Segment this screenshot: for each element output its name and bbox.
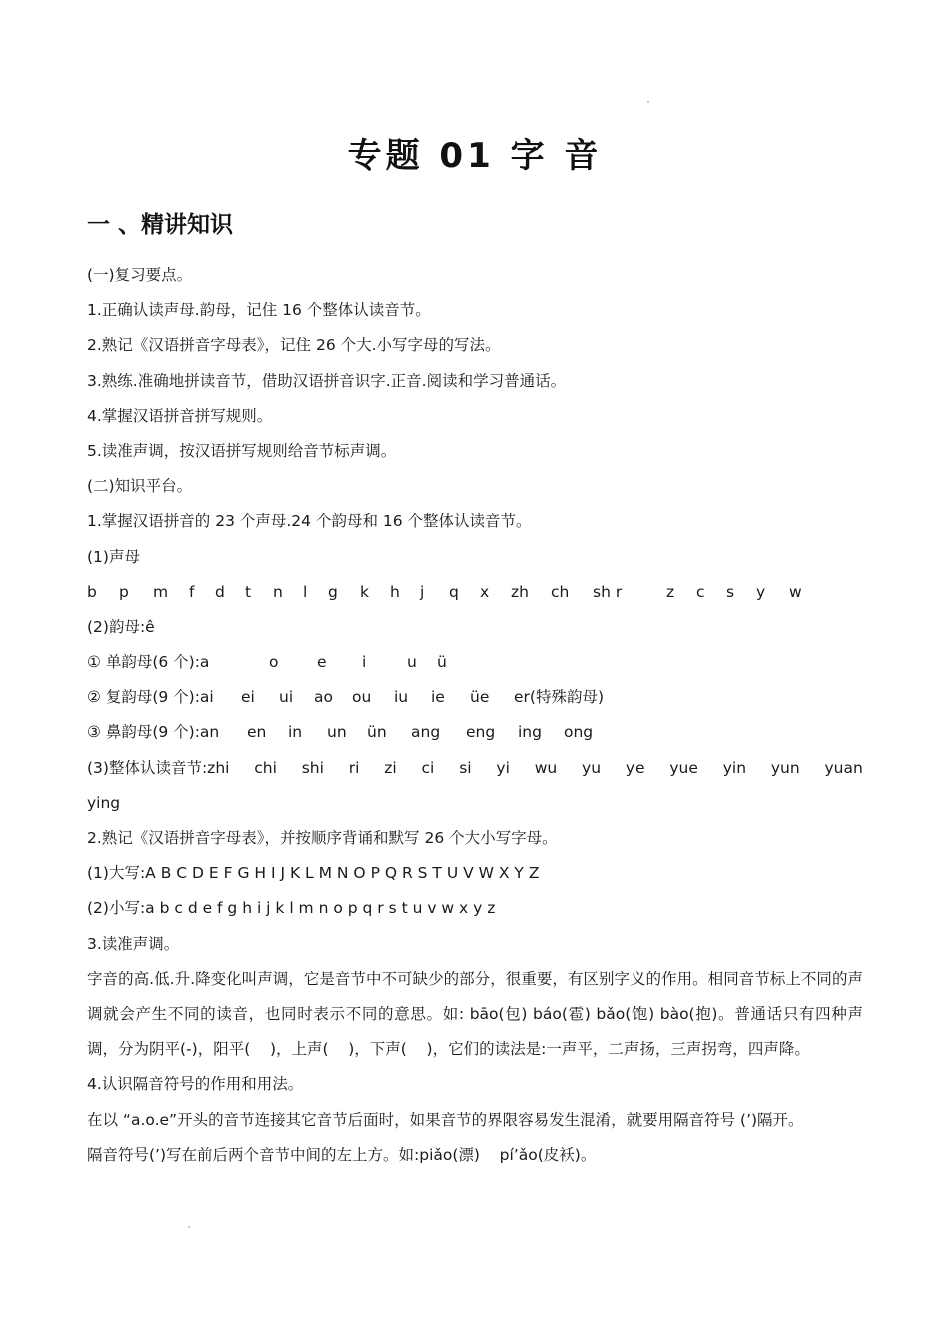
knowledge-point-2: 2.熟记《汉语拼音字母表》，并按顺序背诵和默写 26 个大小写字母。 [87, 829, 558, 847]
whole-syllable: zi [384, 758, 397, 777]
review-item: 1.正确认读声母.韵母，记住 16 个整体认读音节。 [87, 301, 431, 320]
tone-paragraph: 字音的高.低.升.降变化叫声调，它是音节中不可缺少的部分，很重要，有区别字义的作用。相同音节标上不同的声调就会产生不同的读音，也同时表示不同的意思。如: bāo(包) báo(雹) bǎo(饱) bào(抱)。普通话只有四种声调，分为阴平(-)，阳平( )，上声( )，下声( )，它们的读法是:一声平，二声扬，三声拐弯，四声降。 [87, 969, 863, 1059]
whole-syllable: ye [625, 758, 645, 777]
initial: d [215, 582, 225, 601]
simple-final: u [407, 653, 417, 672]
nasal-final: ang [411, 723, 441, 742]
whole-syllable: yin [722, 758, 747, 777]
compound-final: er(特殊韵母) [514, 688, 605, 707]
lowercase-alphabet: (2)小写:a b c d e f g h i j k l m n o p q r s t u v w x y z [87, 899, 496, 918]
whole-syllable: ri [348, 758, 360, 777]
whole-syllable: ci [421, 758, 435, 777]
whole-syllable: yi [496, 758, 510, 777]
nasal-final: ing [518, 723, 542, 742]
nasal-final: un [327, 723, 347, 742]
initial: zh [511, 582, 529, 601]
scan-speck [188, 1226, 190, 1228]
scan-speck [647, 101, 649, 103]
whole-syllable: chi [254, 758, 277, 777]
nasal-final: ün [367, 723, 387, 742]
whole-syllable-last: ying [87, 793, 121, 812]
part2-heading: (二)知识平台。 [87, 477, 193, 496]
nasal-final: en [247, 723, 267, 742]
whole-syllable: yue [669, 758, 698, 777]
initial: w [789, 582, 802, 601]
review-item: 3.熟练.准确地拼读音节，借助汉语拼音识字.正音.阅读和学习普通话。 [87, 371, 567, 390]
whole-syllable: yun [770, 758, 800, 777]
initial: l [303, 582, 308, 601]
whole-syllable: yuan [824, 758, 863, 777]
finals-label: (2)韵母:ê [87, 617, 155, 636]
initial: c [696, 582, 705, 601]
review-item: 2.熟记《汉语拼音字母表》，记住 26 个大.小写字母的写法。 [87, 336, 501, 355]
compound-finals-row [87, 680, 863, 715]
uppercase-alphabet: (1)大写:A B C D E F G H I J K L M N O P Q R S T U V W X Y Z [87, 864, 540, 883]
simple-final: e [317, 653, 327, 672]
initial: b [87, 582, 97, 601]
simple-finals-label: ① 单韵母(6 个):a [87, 653, 210, 672]
initial: h [390, 582, 400, 601]
separator-example: 隔音符号(’)写在前后两个音节中间的左上方。如:piǎo(漂) pí’ǎo(皮袄)。 [87, 1145, 597, 1164]
initial: f [189, 582, 195, 601]
review-item: 5.读准声调，按汉语拼写规则给音节标声调。 [87, 441, 397, 460]
compound-final: ou [352, 688, 372, 707]
compound-finals-label: ② 复韵母(9 个):ai [87, 688, 214, 707]
initial: k [360, 582, 369, 601]
nasal-final: ong [564, 723, 594, 742]
section-heading: 一 、精讲知识 [87, 212, 234, 238]
knowledge-point-1: 1.掌握汉语拼音的 23 个声母.24 个韵母和 16 个整体认读音节。 [87, 512, 532, 531]
knowledge-point-3: 3.读准声调。 [87, 934, 180, 953]
compound-final: ei [241, 688, 255, 707]
nasal-finals-label: ③ 鼻韵母(9 个):an [87, 723, 220, 742]
initial: n [273, 582, 283, 601]
simple-final: o [269, 653, 279, 672]
whole-syllable: shi [301, 758, 324, 777]
initial: p [119, 582, 129, 601]
initials-row [87, 575, 863, 610]
initial: t [245, 582, 252, 601]
initial: g [328, 582, 338, 601]
nasal-finals-row [87, 715, 863, 750]
nasal-final: in [288, 723, 303, 742]
simple-finals-row [87, 645, 863, 680]
simple-final: ü [437, 653, 447, 672]
review-item: 4.掌握汉语拼音拼写规则。 [87, 406, 273, 425]
compound-final: ui [279, 688, 294, 707]
whole-syllable: yu [582, 758, 602, 777]
whole-syllable: si [459, 758, 472, 777]
initial: ch [551, 582, 570, 601]
initial: sh r [593, 582, 623, 601]
initials-label: (1)声母 [87, 547, 140, 566]
document-body [87, 258, 863, 1173]
separator-paragraph: 在以 “a.o.e”开头的音节连接其它音节后面时，如果音节的界限容易发生混淆，就要用隔音符号 (’)隔开。 [87, 1110, 804, 1129]
initial: s [726, 582, 735, 601]
initial: j [420, 582, 425, 601]
part1-heading: (一)复习要点。 [87, 266, 193, 284]
initial: m [153, 582, 169, 601]
initial: x [480, 582, 490, 601]
compound-final: ao [314, 688, 333, 707]
whole-syllables-label: (3)整体认读音节:zhi [87, 758, 230, 777]
simple-final: i [362, 653, 367, 672]
initial: z [666, 582, 675, 601]
initial: y [756, 582, 766, 601]
knowledge-point-4: 4.认识隔音符号的作用和用法。 [87, 1075, 304, 1094]
whole-syllables-row [87, 751, 863, 786]
whole-syllable: wu [534, 758, 558, 777]
compound-final: iu [394, 688, 409, 707]
initial: q [449, 582, 459, 601]
nasal-final: eng [466, 723, 496, 742]
compound-final: üe [470, 688, 490, 707]
compound-final: ie [431, 688, 445, 707]
page-title: 专题 01 字 音 [347, 136, 603, 176]
